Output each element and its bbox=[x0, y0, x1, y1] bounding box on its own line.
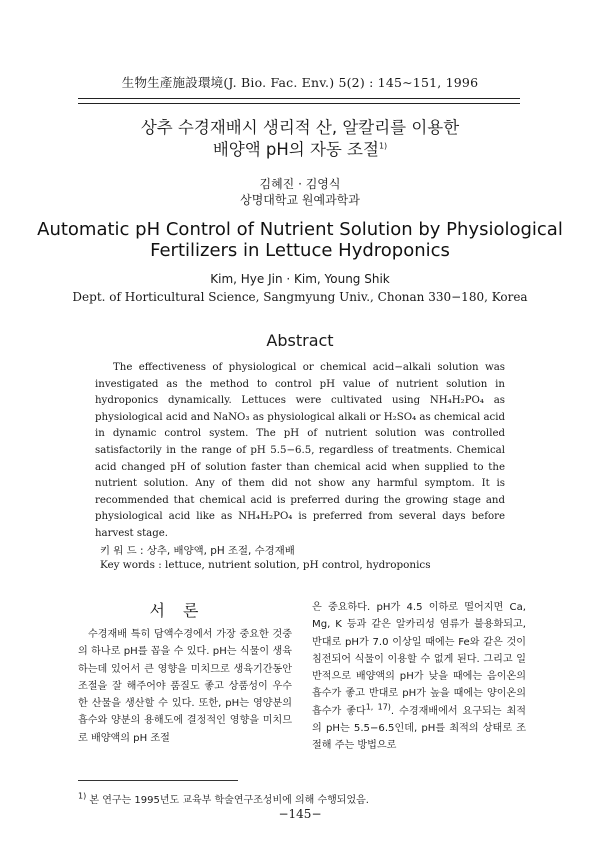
body-left-column: 수경재배 특히 담액수경에서 가장 중요한 것중의 하나로 pH를 꼽을 수 있다. pH는 식물이 생육하는데 있어서 큰 영향을 미치므로 생육기간동안 조절을 잘 해주어야 품질도 좋고 상품성이 우수한 산물을 생산할 수 있다. 또한, pH는 영양분의 흡수와 양분의 용해도에 결정적인 영향을 미치므로 배양액의 pH 조절 bbox=[78, 629, 292, 744]
affiliation-ko: 상명대학교 원예과학과 bbox=[240, 193, 360, 207]
footnote bbox=[78, 791, 369, 806]
abstract-text-2: as physiological acid and bbox=[95, 395, 505, 423]
footnote-mark: 1) bbox=[78, 791, 87, 801]
abstract-chem-3: H₂SO₄ bbox=[383, 411, 417, 423]
title-ko-line1: 상추 수경재배시 생리적 산, 알칼리를 이용한 bbox=[140, 118, 460, 137]
abstract-text-4: as chemical acid in dynamic control system. The pH of nutrient solution was controlled satisfactorily in the range of pH 5.5−6.5, regardless of treatments. Chemical acid changed pH of solution faster than chemical acid when supplied to the nutrient solution. Any of them did not show any harmful symptom. It is recommended that chemical acid is preferred during the growing stage and physiological acid like as bbox=[95, 411, 506, 523]
affiliation-en: Dept. of Horticultural Science, Sangmyung Univ., Chonan 330−180, Korea bbox=[72, 290, 528, 304]
body-right-text-2: . 수경재배에서 요구되는 최적의 pH는 5.5−6.5인데, pH를 최적의 상태로 조절해 주는 방법으로 bbox=[312, 705, 526, 752]
title-en-line2: Fertilizers in Lettuce Hydroponics bbox=[150, 240, 450, 261]
keywords-en: Key words : lettuce, nutrient solution, pH control, hydroponics bbox=[100, 559, 431, 571]
page-number: −145− bbox=[278, 807, 322, 821]
body-right-column bbox=[312, 599, 526, 755]
title-ko-line2 bbox=[0, 139, 600, 160]
abstract-text-5: is preferred from several days before harvest stage. bbox=[95, 511, 505, 539]
abstract-heading: Abstract bbox=[266, 331, 334, 350]
abstract-chem-1: NH₄H₂PO₄ bbox=[429, 395, 484, 407]
section-heading-introduction: 서론 bbox=[149, 601, 217, 620]
abstract-text-1: The effectiveness of physiological or chemical acid−alkali solution was investigated as the method to control pH value of nutrient solution in hydroponics dynamically. Lettuces were cultivated using bbox=[95, 362, 505, 407]
title-ko-line2-text: 배양액 pH의 자동 조절 bbox=[212, 140, 379, 159]
header-rule-bottom bbox=[78, 103, 520, 104]
journal-header: 生物生產施設環境(J. Bio. Fac. Env.) 5(2) : 145∼151, 1996 bbox=[121, 75, 479, 90]
body-right-text-1: 은 중요하다. pH가 4.5 이하로 떨어지면 Ca, Mg, K 등과 같은 알카리성 염류가 불용화되고, 반대로 pH가 7.0 이상일 때에는 Fe와 같은 것이 침전되어 식물이 이용할 수 없게 된다. 그리고 일반적으로 배양액의 pH가 낮을 때에는 음이온의 흡수가 좋고 반대로 pH가 높을 때에는 양이온의 흡수가 좋다 bbox=[312, 602, 526, 717]
title-en-line1: Automatic pH Control of Nutrient Solution by Physiological bbox=[37, 219, 563, 240]
header-rule-top bbox=[78, 98, 520, 99]
abstract-body bbox=[95, 360, 505, 543]
abstract-chem-2: NaNO₃ bbox=[213, 411, 250, 423]
abstract-chem-4: NH₄H₂PO₄ bbox=[238, 511, 293, 523]
authors-ko: 김혜진 · 김영식 bbox=[259, 177, 341, 191]
keywords-ko: 키 워 드 : 상추, 배양액, pH 조절, 수경재배 bbox=[100, 545, 295, 557]
abstract-text-3: as physiological alkali or bbox=[249, 411, 384, 423]
footnote-text: 본 연구는 1995년도 교육부 학술연구조성비에 의해 수행되었음. bbox=[86, 795, 369, 806]
footnote-rule bbox=[78, 780, 238, 781]
authors-en: Kim, Hye Jin · Kim, Young Shik bbox=[210, 272, 390, 286]
body-right-reference: 1, 17) bbox=[365, 702, 391, 712]
title-footnote-mark: 1) bbox=[378, 141, 388, 151]
